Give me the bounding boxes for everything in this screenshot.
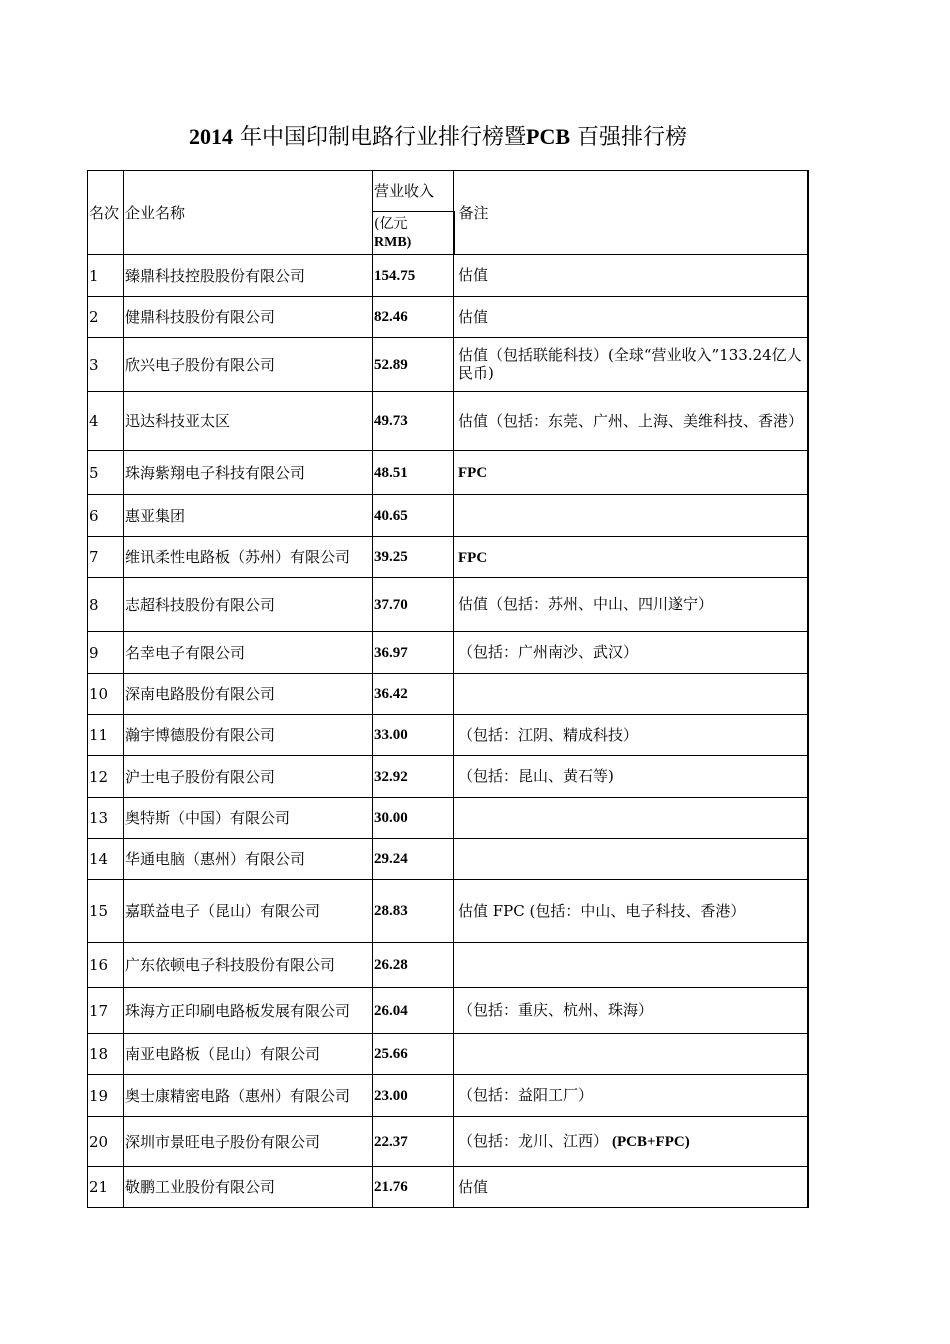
note-cell [454,338,808,392]
company-name-cell: 奥特斯（中国）有限公司 [124,798,373,839]
revenue-cell: 36.97 [373,632,454,674]
ranking-table [87,170,809,1208]
header-company: 企业名称 [124,171,373,255]
company-name-cell: 敬鹏工业股份有限公司 [124,1167,373,1208]
note-text: 估值 [458,266,489,284]
note-cell [454,1167,808,1208]
table-row [88,798,808,839]
company-name-cell: 华通电脑（惠州）有限公司 [124,839,373,880]
rank-cell: 19 [88,1075,124,1117]
rank-cell: 7 [88,537,124,578]
company-name-cell: 奥士康精密电路（惠州）有限公司 [124,1075,373,1117]
revenue-cell: 154.75 [373,255,454,297]
note-cell [454,537,808,578]
table-row [88,880,808,943]
note-cell [454,392,808,451]
title-pcb: PCB [526,124,570,149]
table-row [88,943,808,988]
note-text: （包括：昆山、黄石等) [458,767,614,785]
note-cell [454,880,808,943]
company-name-cell: 维讯柔性电路板（苏州）有限公司 [124,537,373,578]
revenue-cell: 39.25 [373,537,454,578]
rank-cell: 4 [88,392,124,451]
note-text: （包括：益阳工厂） [458,1086,594,1104]
revenue-cell: 49.73 [373,392,454,451]
note-bold-text: (PCB+FPC) [612,1134,690,1150]
table-row [88,674,808,715]
company-name-cell: 珠海紫翔电子科技有限公司 [124,451,373,495]
rank-cell: 3 [88,338,124,392]
rank-cell: 10 [88,674,124,715]
header-unit-line1: (亿元 [374,215,408,232]
table-row [88,451,808,495]
revenue-cell: 29.24 [373,839,454,880]
company-name-cell: 迅达科技亚太区 [124,392,373,451]
revenue-cell: 25.66 [373,1034,454,1075]
table-row [88,1167,808,1208]
company-name-cell: 深圳市景旺电子股份有限公司 [124,1117,373,1167]
page-title [0,120,876,151]
note-cell [454,715,808,756]
rank-cell: 2 [88,297,124,338]
table-row [88,1034,808,1075]
table-row [88,1075,808,1117]
rank-cell: 8 [88,578,124,632]
revenue-cell: 26.28 [373,943,454,988]
revenue-cell: 82.46 [373,297,454,338]
rank-cell: 13 [88,798,124,839]
table-row [88,578,808,632]
company-name-cell: 惠亚集团 [124,495,373,537]
rank-cell: 16 [88,943,124,988]
title-part1: 年中国印制电路行业排行榜暨 [239,125,526,150]
company-name-cell: 名幸电子有限公司 [124,632,373,674]
note-cell [454,798,808,839]
note-cell [454,839,808,880]
revenue-cell: 36.42 [373,674,454,715]
company-name-cell: 臻鼎科技控股股份有限公司 [124,255,373,297]
company-name-cell: 广东依顿电子科技股份有限公司 [124,943,373,988]
rank-cell: 9 [88,632,124,674]
revenue-cell: 22.37 [373,1117,454,1167]
rank-cell: 20 [88,1117,124,1167]
note-text: （包括：江阴、精成科技） [458,725,639,744]
note-cell [454,297,808,338]
revenue-cell: 48.51 [373,451,454,495]
revenue-cell: 32.92 [373,756,454,798]
note-cell [454,451,808,495]
note-cell [454,255,808,297]
table-row [88,255,808,297]
note-bold-text: FPC [458,465,488,481]
header-row [88,171,808,212]
company-name-cell: 瀚宇博德股份有限公司 [124,715,373,756]
revenue-cell: 26.04 [373,988,454,1034]
rank-cell: 1 [88,255,124,297]
table-row [88,1117,808,1167]
note-text: （包括：龙川、江西） [458,1132,609,1150]
note-text: （包括：广州南沙、武汉） [458,643,639,661]
table-row [88,297,808,338]
revenue-cell: 37.70 [373,578,454,632]
table-row [88,392,808,451]
rank-cell: 6 [88,495,124,537]
title-year: 2014 [188,124,233,149]
company-name-cell: 南亚电路板（昆山）有限公司 [124,1034,373,1075]
note-cell [454,1117,808,1167]
revenue-cell: 40.65 [373,495,454,537]
note-text: 估值（包括联能科技）(全球“营业收入”133.24亿人民币) [458,346,802,382]
company-name-cell: 健鼎科技股份有限公司 [124,297,373,338]
company-name-cell: 欣兴电子股份有限公司 [124,338,373,392]
rank-cell: 5 [88,451,124,495]
revenue-cell: 52.89 [373,338,454,392]
rank-cell: 21 [88,1167,124,1208]
header-rank: 名次 [88,171,124,255]
revenue-cell: 28.83 [373,880,454,943]
revenue-cell: 30.00 [373,798,454,839]
header-revenue: 营业收入 [373,171,454,212]
revenue-cell: 23.00 [373,1075,454,1117]
company-name-cell: 志超科技股份有限公司 [124,578,373,632]
revenue-cell: 33.00 [373,715,454,756]
rank-cell: 12 [88,756,124,798]
table-row [88,632,808,674]
note-text: 估值（包括：东莞、广州、上海、美维科技、香港） [458,411,804,430]
title-part2: 百强排行榜 [577,125,688,150]
note-cell [454,578,808,632]
note-bold-text: FPC [458,549,488,566]
note-cell [454,988,808,1034]
header-unit-line2: RMB) [374,234,412,250]
header-note: 备注 [454,171,808,255]
table-row [88,338,808,392]
header-revenue-unit [373,212,454,255]
rank-cell: 18 [88,1034,124,1075]
company-name-cell: 嘉联益电子（昆山）有限公司 [124,880,373,943]
table-row [88,495,808,537]
note-cell [454,756,808,798]
table-row [88,756,808,798]
rank-cell: 15 [88,880,124,943]
note-cell [454,1075,808,1117]
note-cell [454,495,808,537]
rank-cell: 11 [88,715,124,756]
note-text: 估值 [458,307,489,326]
note-text: 估值 FPC (包括：中山、电子科技、香港） [458,901,746,920]
company-name-cell: 沪士电子股份有限公司 [124,756,373,798]
rank-cell: 17 [88,988,124,1034]
rank-cell: 14 [88,839,124,880]
note-cell [454,632,808,674]
company-name-cell: 深南电路股份有限公司 [124,674,373,715]
table-row [88,715,808,756]
table-row [88,988,808,1034]
note-text: （包括：重庆、杭州、珠海） [458,1001,654,1019]
note-text: 估值 [458,1177,489,1196]
note-cell [454,1034,808,1075]
table-row [88,537,808,578]
table-row [88,839,808,880]
note-cell [454,674,808,715]
note-cell [454,943,808,988]
company-name-cell: 珠海方正印刷电路板发展有限公司 [124,988,373,1034]
revenue-cell: 21.76 [373,1167,454,1208]
note-text: 估值（包括：苏州、中山、四川遂宁） [458,595,714,613]
